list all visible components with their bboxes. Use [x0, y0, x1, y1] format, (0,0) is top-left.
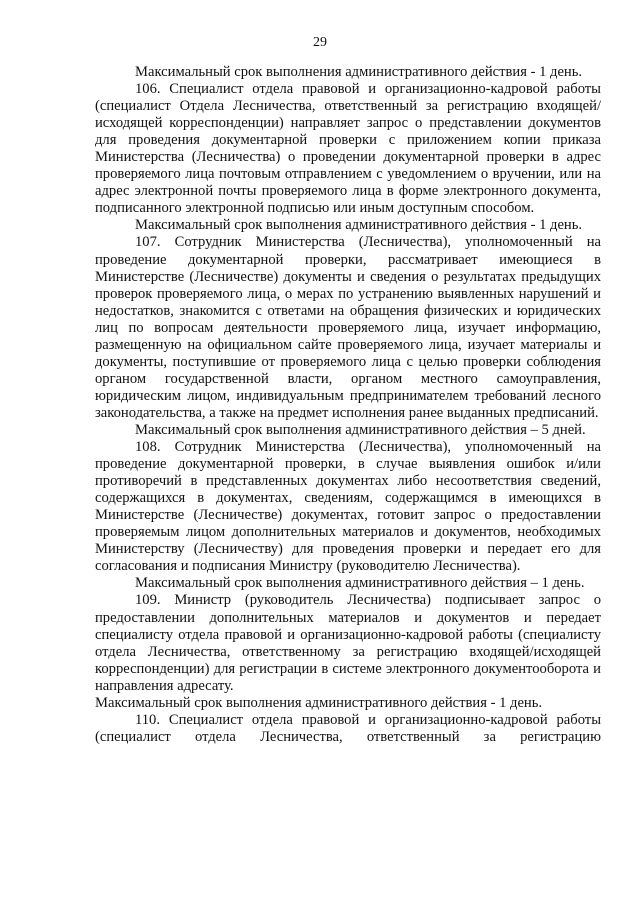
deadline-paragraph: Максимальный срок выполнения административного действия - 1 день.	[95, 694, 543, 711]
deadline-paragraph: Максимальный срок выполнения административного действия – 1 день.	[135, 575, 585, 592]
clause-107-paragraph: 107. Сотрудник Министерства (Лесничества), уполномоченный на проведение документарной проверки, рассматривает имеющиеся в Министерстве (Лесничестве) документы и сведения о результатах предыдущих проверок проверяемого лица, о мерах по устранению выявленных нарушений и недостатков, знакомится с ответами на обращения физических и юридических лиц по вопросам деятельности проверяемого лица, изучает информацию, размещенную на официальном сайте проверяемого лица, изучает материалы и документы, поступившие от проверяемого лица с целью проверки соблюдения органом государственной власти, органом местного самоуправления, юридическим лицом, индивидуальным предпринимателем требований лесного законодательства, а также на предмет исполнения ранее выданных предписаний.	[95, 234, 601, 421]
deadline-paragraph: Максимальный срок выполнения административного действия – 5 дней.	[135, 421, 586, 438]
clause-106-paragraph: 106. Специалист отдела правовой и организационно-кадровой работы (специалист Отдела Лесничества, ответственный за регистрацию входящей/исходящей корреспонденции) направляет запрос о представлении документов для проведения документарной проверки с приложением копии приказа Министерства (Лесничества) о проведении документарной проверки в адрес проверяемого лица почтовым отправлением с уведомлением о вручении, или на адрес электронной почты проверяемого лица в форме электронного документа, подписанного электронной подписью или иным доступным способом.	[95, 81, 601, 217]
document-body	[95, 64, 601, 746]
deadline-paragraph: Максимальный срок выполнения административного действия - 1 день.	[135, 217, 583, 234]
page-number: 29	[313, 35, 327, 50]
deadline-paragraph: Максимальный срок выполнения административного действия - 1 день.	[135, 64, 583, 80]
clause-109-paragraph: 109. Министр (руководитель Лесничества) подписывает запрос о предоставлении дополнительных материалов и документов и передает специалисту отдела правовой и организационно-кадровой работы (специалисту отдела Лесничества, ответственному за регистрацию входящей/исходящей корреспонденции) для регистрации в системе электронного документооборота и направления адресату.	[95, 592, 601, 694]
clause-110-paragraph: 110. Специалист отдела правовой и организационно-кадровой работы (специалист отдела Лесничества, ответственный за регистрацию	[95, 711, 601, 745]
clause-108-paragraph: 108. Сотрудник Министерства (Лесничества), уполномоченный на проведение документарной проверки, в случае выявления ошибок и/или противоречий в представленных документах либо несоответствия сведений, содержащихся в документах, сведениям, содержащимся в имеющихся в Министерстве (Лесничестве) документах, готовит запрос о предоставлении проверяемым лицом дополнительных материалов и документов, необходимых Министерству (Лесничеству) для проведения проверки и передает его для согласования и подписания Министру (руководителю Лесничества).	[95, 439, 601, 575]
